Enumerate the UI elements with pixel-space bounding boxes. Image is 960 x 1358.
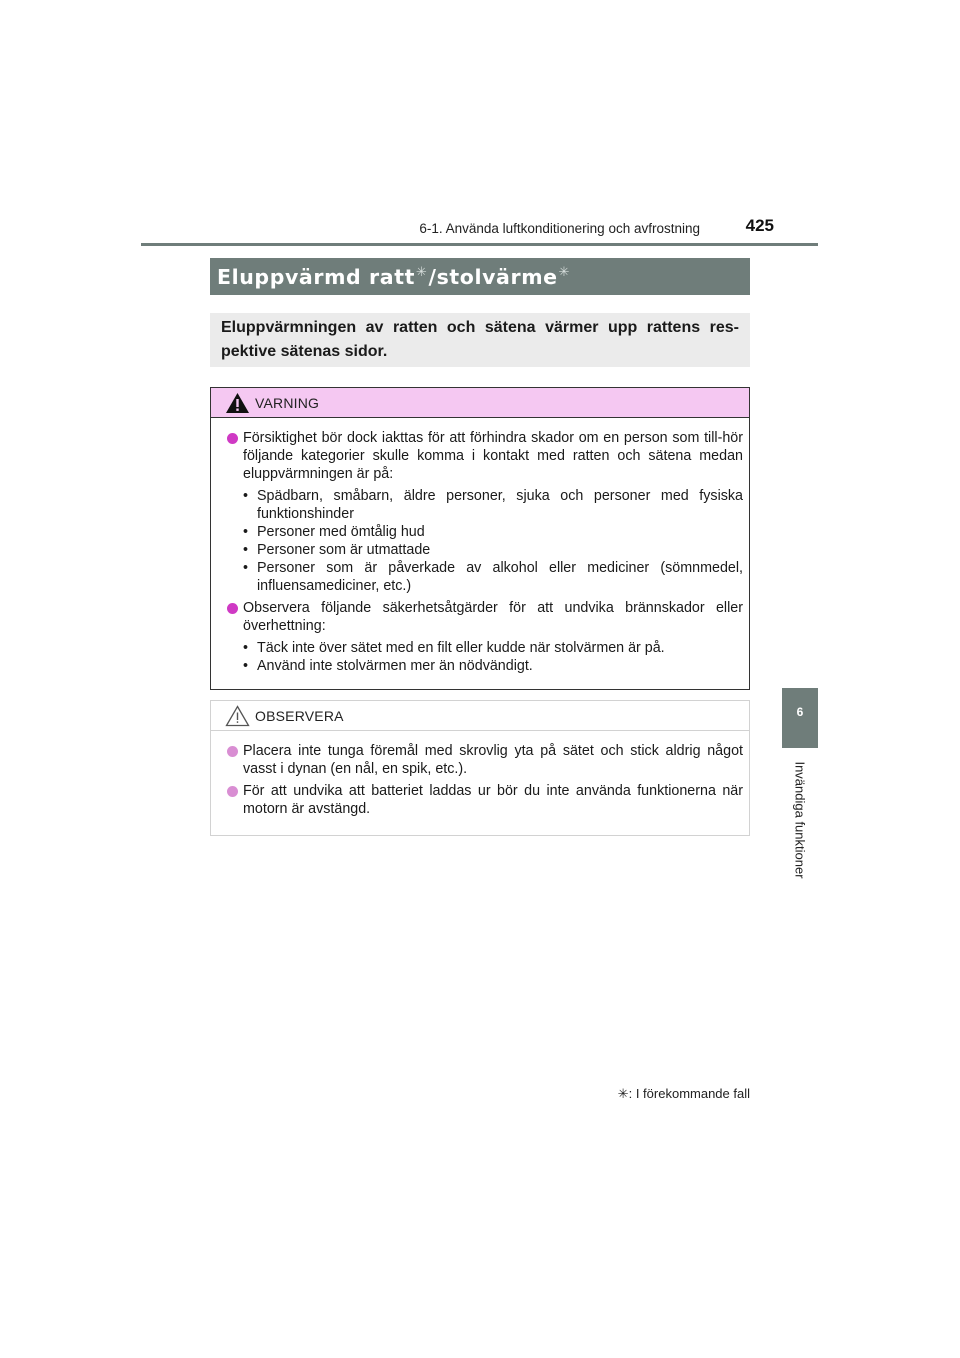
intro-text: Eluppvärmningen av ratten och sätena värmer upp rattens res-pektive sätenas sidor.: [210, 313, 750, 367]
caution-header: [211, 701, 749, 731]
chapter-tab: 6: [782, 688, 818, 748]
caution-bullet: [224, 742, 743, 778]
footnote-text: : I förekommande fall: [628, 1086, 750, 1101]
list-item-text: Täck inte över sätet med en filt eller kudde när stolvärmen är på.: [257, 640, 665, 656]
title-star-1: ✳: [416, 264, 428, 280]
list-item: • Personer med ömtålig hud: [243, 524, 425, 540]
bullet-dot-icon: [227, 603, 238, 614]
page-number: 425: [745, 216, 774, 235]
footnote: [550, 1086, 750, 1102]
list-item-text: Spädbarn, småbarn, äldre personer, sjuka och personer med fysiska funktionshinder: [257, 488, 743, 522]
warning-sub-list: [243, 639, 743, 675]
caution-bullet-text: Placera inte tunga föremål med skrovlig yta på sätet och stick aldrig något vasst i dynan (en nål, en spik, etc.).: [243, 743, 743, 777]
warning-bullet-text: Försiktighet bör dock iakttas för att förhindra skador om en person som till-hör följande kategorier skulle komma i kontakt med ratten och sätena medan eluppvärmningen är på:: [243, 430, 743, 482]
list-item: • Spädbarn, småbarn, äldre personer, sjuka och personer med fysiska funktionshinder: [243, 488, 743, 522]
list-item-text: Personer som är utmattade: [257, 542, 431, 558]
title-star-2: ✳: [558, 264, 571, 280]
caution-bullet: [224, 782, 743, 818]
warning-header: [211, 388, 749, 418]
list-item: • Använd inte stolvärmen mer än nödvändigt.: [243, 658, 533, 674]
list-item: • Personer som är utmattade: [243, 542, 431, 558]
warning-box: [210, 387, 750, 690]
list-item-text: Personer med ömtålig hud: [257, 524, 425, 540]
footnote-star: ✳: [617, 1086, 629, 1101]
warning-sub-list: [243, 487, 743, 595]
caution-label: OBSERVERA: [255, 707, 344, 724]
list-item-text: Använd inte stolvärmen mer än nödvändigt.: [257, 658, 533, 674]
section-title: 6-1. Använda luftkonditionering och avfrostning: [419, 221, 700, 236]
warning-body: [211, 418, 749, 675]
page-title: [217, 265, 571, 289]
title-part-2: /stolvärme: [428, 264, 558, 289]
warning-triangle-icon: [225, 392, 250, 414]
chapter-title: Invändiga funktioner: [792, 761, 808, 879]
warning-label: VARNING: [255, 394, 320, 411]
header-rule: [141, 243, 818, 246]
list-item-text: Personer som är påverkade av alkohol eller mediciner (sömnmedel, influensamediciner, etc.): [257, 560, 743, 594]
title-bar: [210, 258, 750, 295]
caution-triangle-icon: [225, 705, 250, 727]
warning-bullet: [224, 429, 743, 483]
title-part-1: Eluppvärmd ratt: [217, 264, 415, 289]
caution-box: [210, 700, 750, 836]
list-item: • Personer som är påverkade av alkohol eller mediciner (sömnmedel, influensamediciner, etc.): [243, 560, 743, 594]
bullet-dot-icon: [227, 433, 238, 444]
warning-bullet-text: Observera följande säkerhetsåtgärder för att undvika brännskador eller överhettning:: [243, 600, 743, 634]
caution-body: [211, 731, 749, 818]
caution-bullet-text: För att undvika att batteriet laddas ur bör du inte använda funktionerna när motorn är avstängd.: [243, 783, 743, 817]
bullet-dot-icon: [227, 746, 238, 757]
warning-bullet: [224, 599, 743, 635]
list-item: • Täck inte över sätet med en filt eller kudde när stolvärmen är på.: [243, 640, 665, 656]
bullet-dot-icon: [227, 786, 238, 797]
